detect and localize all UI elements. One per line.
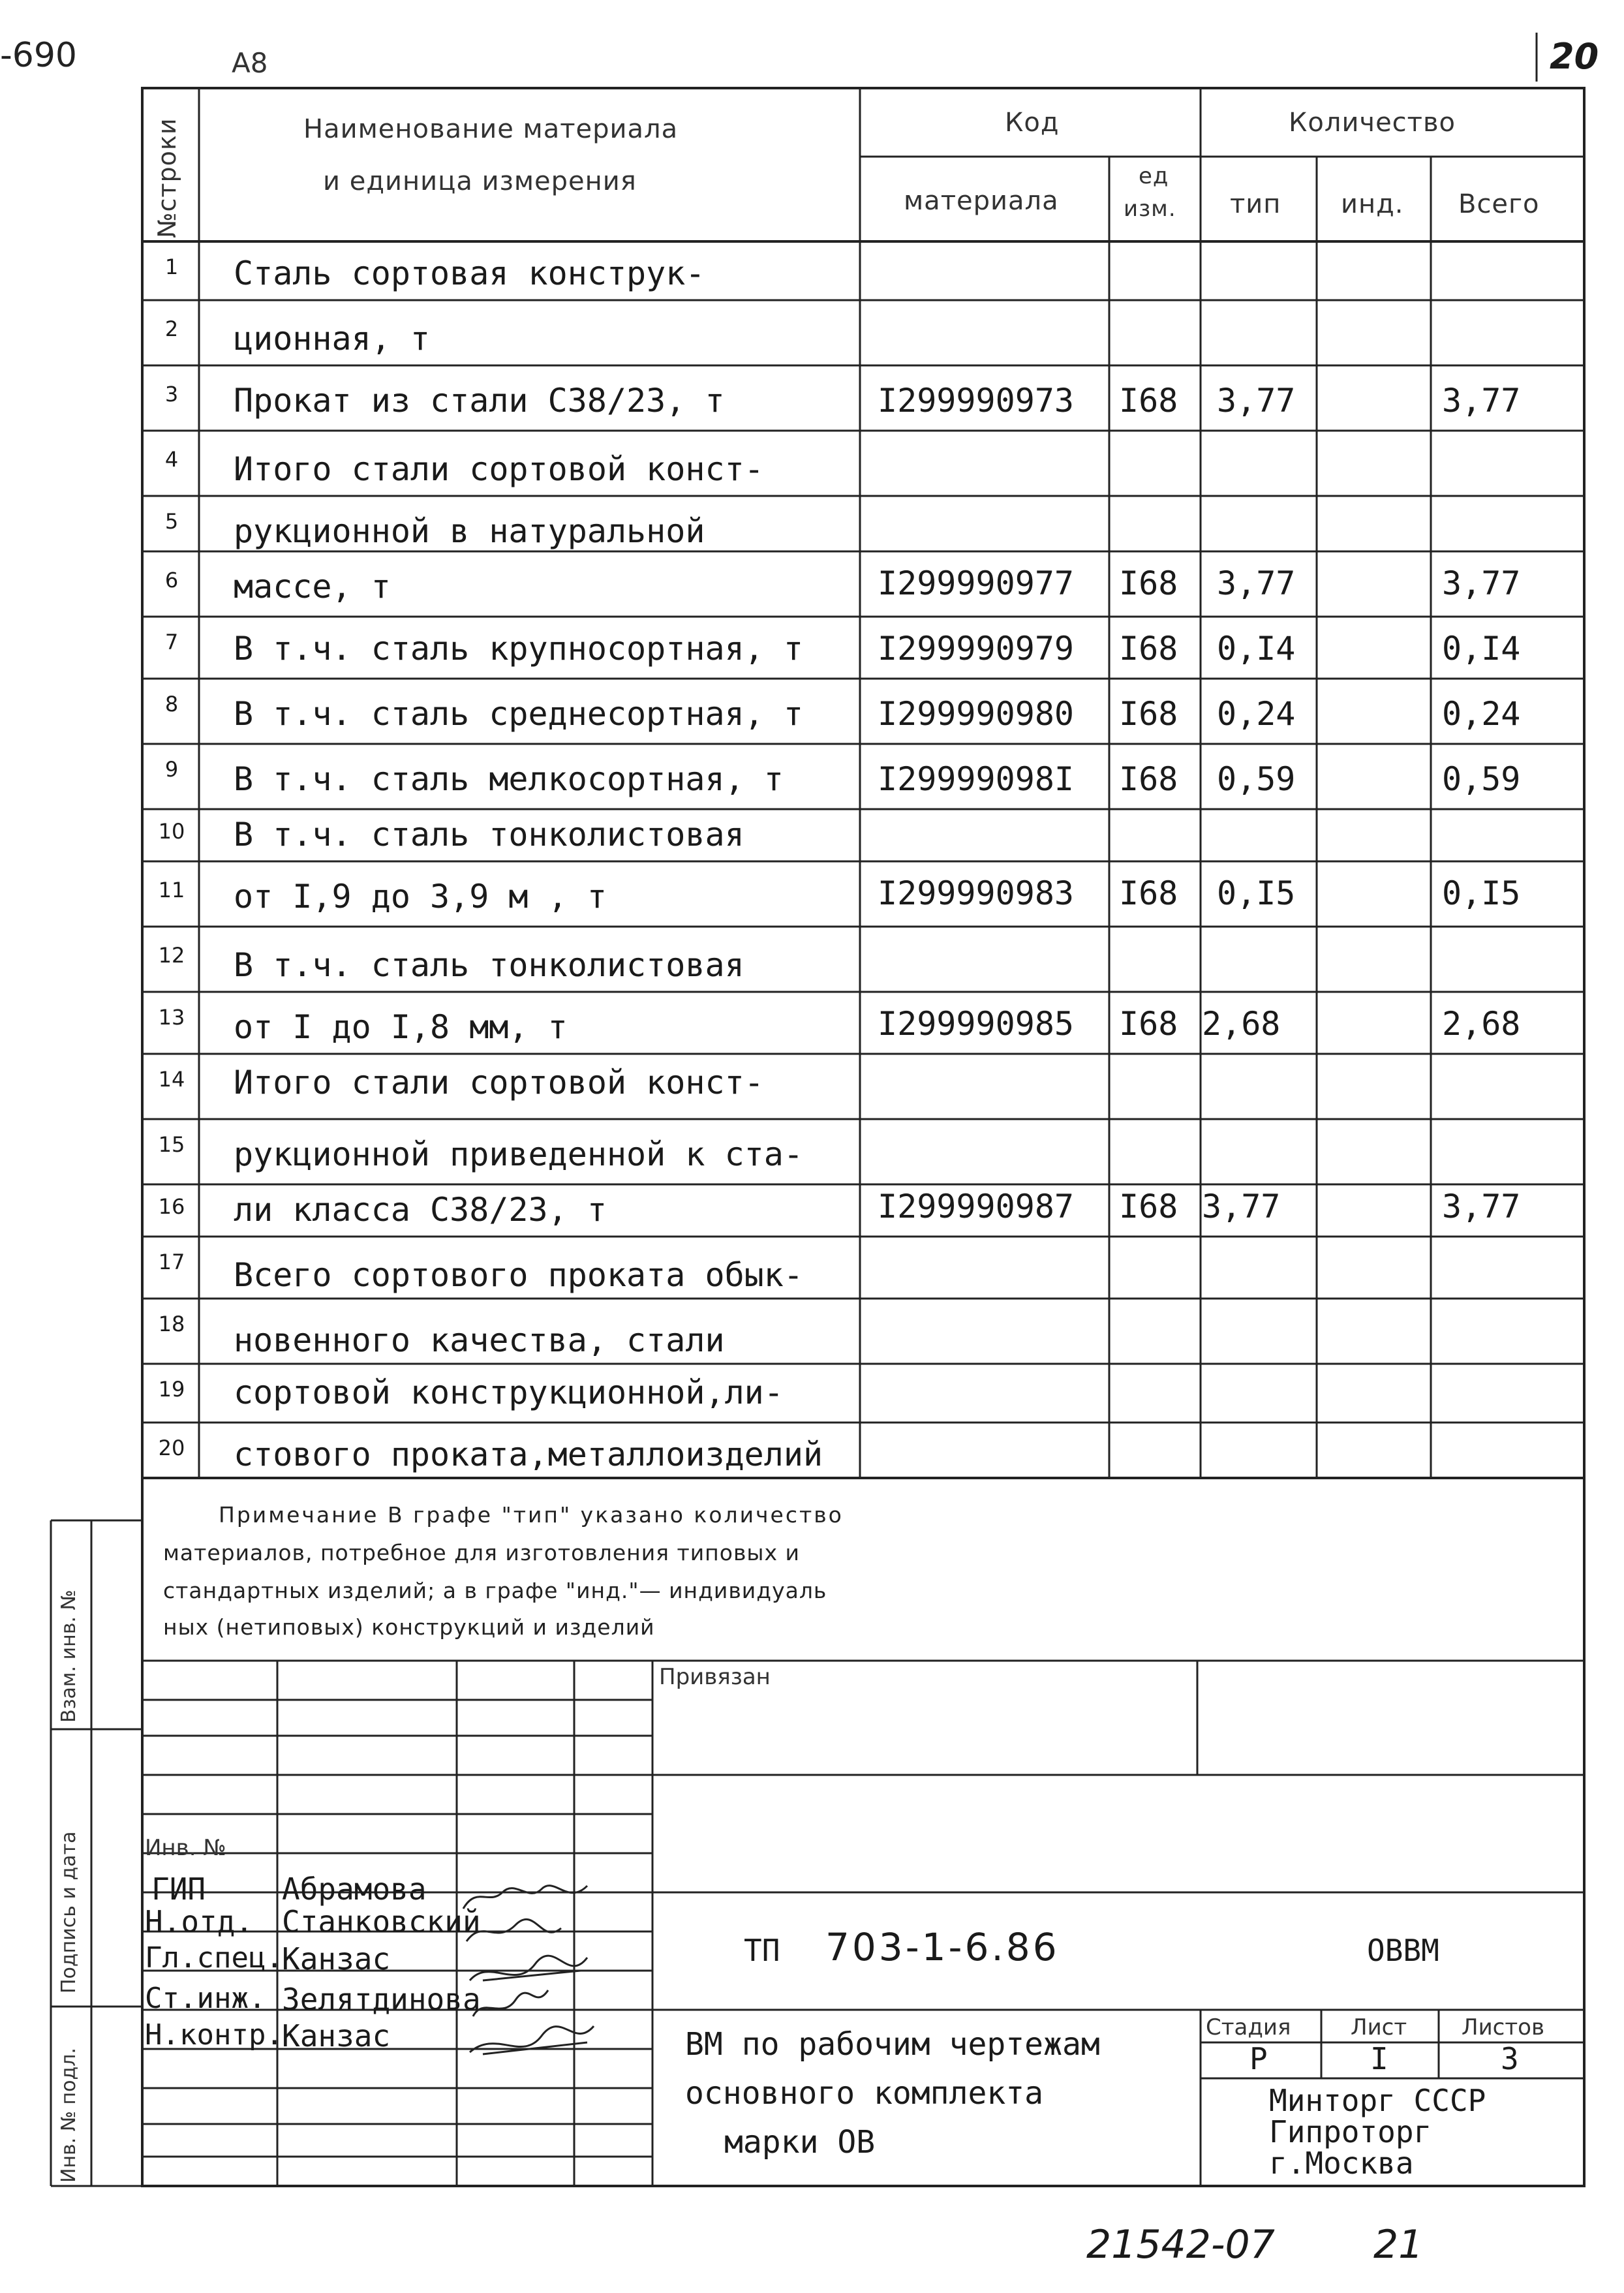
qty-tip: 0,I5 — [1217, 874, 1296, 912]
ind-header: инд. — [1341, 189, 1404, 219]
quantity-header: Количество — [1289, 108, 1456, 138]
role-label: Н.контр. — [145, 2018, 283, 2052]
footer-page: 21 — [1373, 2222, 1424, 2268]
qty-tip: 3,77 — [1202, 1188, 1281, 1225]
side-label-replacement: Взам. инв. № — [57, 1590, 80, 1723]
material-code: I299990985 — [878, 1005, 1075, 1043]
material-code: I29999098I — [878, 760, 1075, 798]
qty-tip: 3,77 — [1217, 382, 1296, 420]
row-number: 10 — [158, 819, 185, 844]
organization-line: Минторг СССР — [1269, 2083, 1486, 2118]
material-name: Сталь сортовая конструк- — [234, 254, 705, 292]
row-number: 1 — [164, 254, 179, 279]
row-number: 12 — [158, 943, 185, 968]
material-name: Итого стали сортовой конст- — [234, 1064, 764, 1101]
project-code: 703-1-6.86 — [825, 1925, 1060, 1969]
organization-line: г.Москва — [1269, 2146, 1414, 2181]
total-header: Всего — [1458, 189, 1540, 219]
unit-code: I68 — [1119, 695, 1178, 733]
code-header: Код — [1005, 108, 1060, 138]
stage-value: Р — [1249, 2041, 1268, 2076]
document-mark: ОВВМ — [1367, 1933, 1439, 1968]
row-number: 3 — [164, 382, 179, 407]
material-code: I299990980 — [878, 695, 1075, 733]
format-label: A8 — [232, 47, 268, 79]
footer-code: 21542-07 — [1086, 2222, 1275, 2268]
material-name: ли класса С38/23, т — [234, 1191, 607, 1229]
doc-title-line: марки ОВ — [724, 2124, 876, 2161]
unit-code: I68 — [1119, 1188, 1178, 1225]
material-name: рукционной приведенной к ста- — [234, 1135, 803, 1173]
role-label: ГИП — [151, 1871, 206, 1907]
sheet-value: I — [1370, 2041, 1388, 2076]
note-line: стандартных изделий; а в графе "инд."— индивидуаль — [163, 1578, 827, 1603]
row-number: 4 — [164, 447, 179, 472]
row-number: 13 — [158, 1005, 185, 1030]
qty-total: 3,77 — [1442, 1188, 1521, 1225]
row-number: 2 — [164, 316, 179, 341]
sheets-label: Листов — [1462, 2014, 1545, 2040]
material-code: I299990973 — [878, 382, 1075, 420]
qty-total: 0,59 — [1442, 760, 1521, 798]
material-name: от I до I,8 мм, т — [234, 1008, 568, 1046]
material-name: Прокат из стали С38/23, т — [234, 382, 725, 420]
person-name: Канзас — [282, 2018, 391, 2054]
qty-total: 3,77 — [1442, 382, 1521, 420]
side-label-inventory: Инв. № подл. — [57, 2048, 80, 2183]
name-header-line2: и единица измерения — [323, 166, 637, 196]
material-name: В т.ч. сталь тонколистовая — [234, 816, 744, 854]
note-line: Примечание В графе "тип" указано количество — [219, 1502, 844, 1528]
material-name: В т.ч. сталь тонколистовая — [234, 946, 744, 984]
person-name: Зелятдинова — [282, 1982, 481, 2017]
row-number: 18 — [158, 1312, 185, 1336]
row-number: 19 — [158, 1377, 185, 1402]
material-name: В т.ч. сталь мелкосортная, т — [234, 760, 784, 798]
sheets-value: 3 — [1501, 2041, 1519, 2076]
unit-header-line2: изм. — [1124, 196, 1176, 222]
inventory-number-label: Инв. № — [145, 1835, 226, 1861]
row-number: 6 — [164, 568, 179, 592]
sheet-label: Лист — [1351, 2014, 1407, 2040]
material-code: I299990983 — [878, 874, 1075, 912]
organization-line: Гипроторг — [1269, 2114, 1432, 2149]
material-header: материала — [904, 186, 1059, 216]
role-label: Гл.спец. — [145, 1941, 283, 1975]
unit-code: I68 — [1119, 760, 1178, 798]
unit-code: I68 — [1119, 1005, 1178, 1043]
note-line: ных (нетиповых) конструкций и изделий — [163, 1614, 655, 1640]
material-code: I299990987 — [878, 1188, 1075, 1225]
side-label-signature: Подпись и дата — [57, 1831, 80, 1993]
role-label: Ст.инж. — [145, 1982, 266, 2015]
page-number: 20 — [1550, 36, 1599, 77]
person-name: Канзас — [282, 1941, 391, 1977]
row-number: 16 — [158, 1194, 185, 1219]
row-number: 7 — [164, 630, 179, 654]
qty-total: 0,I4 — [1442, 630, 1521, 668]
unit-header-line1: ед — [1139, 163, 1169, 189]
material-name: сортовой конструкционной,ли- — [234, 1374, 784, 1411]
row-number: 8 — [164, 692, 179, 716]
qty-total: 0,I5 — [1442, 874, 1521, 912]
row-number-header: №строки — [153, 117, 181, 238]
material-name: стового проката,металлоизделий — [234, 1436, 823, 1473]
doc-title-line: основного комплекта — [685, 2075, 1044, 2112]
qty-tip: 0,I4 — [1217, 630, 1296, 668]
qty-tip: 3,77 — [1217, 564, 1296, 602]
material-name: В т.ч. сталь среднесортная, т — [234, 695, 803, 733]
row-number: 17 — [158, 1250, 185, 1274]
doc-title-line: ВМ по рабочим чертежам — [685, 2026, 1100, 2063]
material-name: Всего сортового проката обык- — [234, 1256, 803, 1294]
signatures — [457, 1879, 607, 2062]
material-code: I299990977 — [878, 564, 1075, 602]
qty-tip: 0,59 — [1217, 760, 1296, 798]
material-name: новенного качества, стали — [234, 1321, 725, 1359]
unit-code: I68 — [1119, 564, 1178, 602]
tp-prefix: ТП — [744, 1933, 780, 1968]
material-name: от I,9 до 3,9 м , т — [234, 878, 607, 916]
material-name: массе, т — [234, 568, 391, 606]
qty-tip: 0,24 — [1217, 695, 1296, 733]
unit-code: I68 — [1119, 874, 1178, 912]
attached-label: Привязан — [659, 1664, 771, 1690]
material-name: Итого стали сортовой конст- — [234, 450, 764, 488]
tip-header: тип — [1230, 189, 1281, 219]
person-name: Абрамова — [282, 1871, 427, 1907]
unit-code: I68 — [1119, 382, 1178, 420]
row-number: 20 — [158, 1436, 185, 1460]
material-name: В т.ч. сталь крупносортная, т — [234, 630, 803, 668]
stage-label: Стадия — [1206, 2014, 1291, 2040]
material-code: I299990979 — [878, 630, 1075, 668]
qty-total: 2,68 — [1442, 1005, 1521, 1043]
row-number: 14 — [158, 1067, 185, 1092]
row-number: 11 — [158, 878, 185, 902]
row-number: 9 — [164, 757, 179, 782]
qty-total: 3,77 — [1442, 564, 1521, 602]
row-number: 15 — [158, 1132, 185, 1157]
row-number: 5 — [164, 509, 179, 534]
unit-code: I68 — [1119, 630, 1178, 668]
person-name: Станковский — [282, 1904, 481, 1939]
note-line: материалов, потребное для изготовления типовых и — [163, 1540, 800, 1565]
name-header-line1: Наименование материала — [303, 114, 679, 144]
qty-tip: 2,68 — [1202, 1005, 1281, 1043]
material-name: рукционной в натуральной — [234, 512, 705, 550]
role-label: Н.отд. — [145, 1904, 254, 1939]
material-name: ционная, т — [234, 320, 431, 358]
corner-number: -690 — [0, 36, 78, 75]
qty-total: 0,24 — [1442, 695, 1521, 733]
